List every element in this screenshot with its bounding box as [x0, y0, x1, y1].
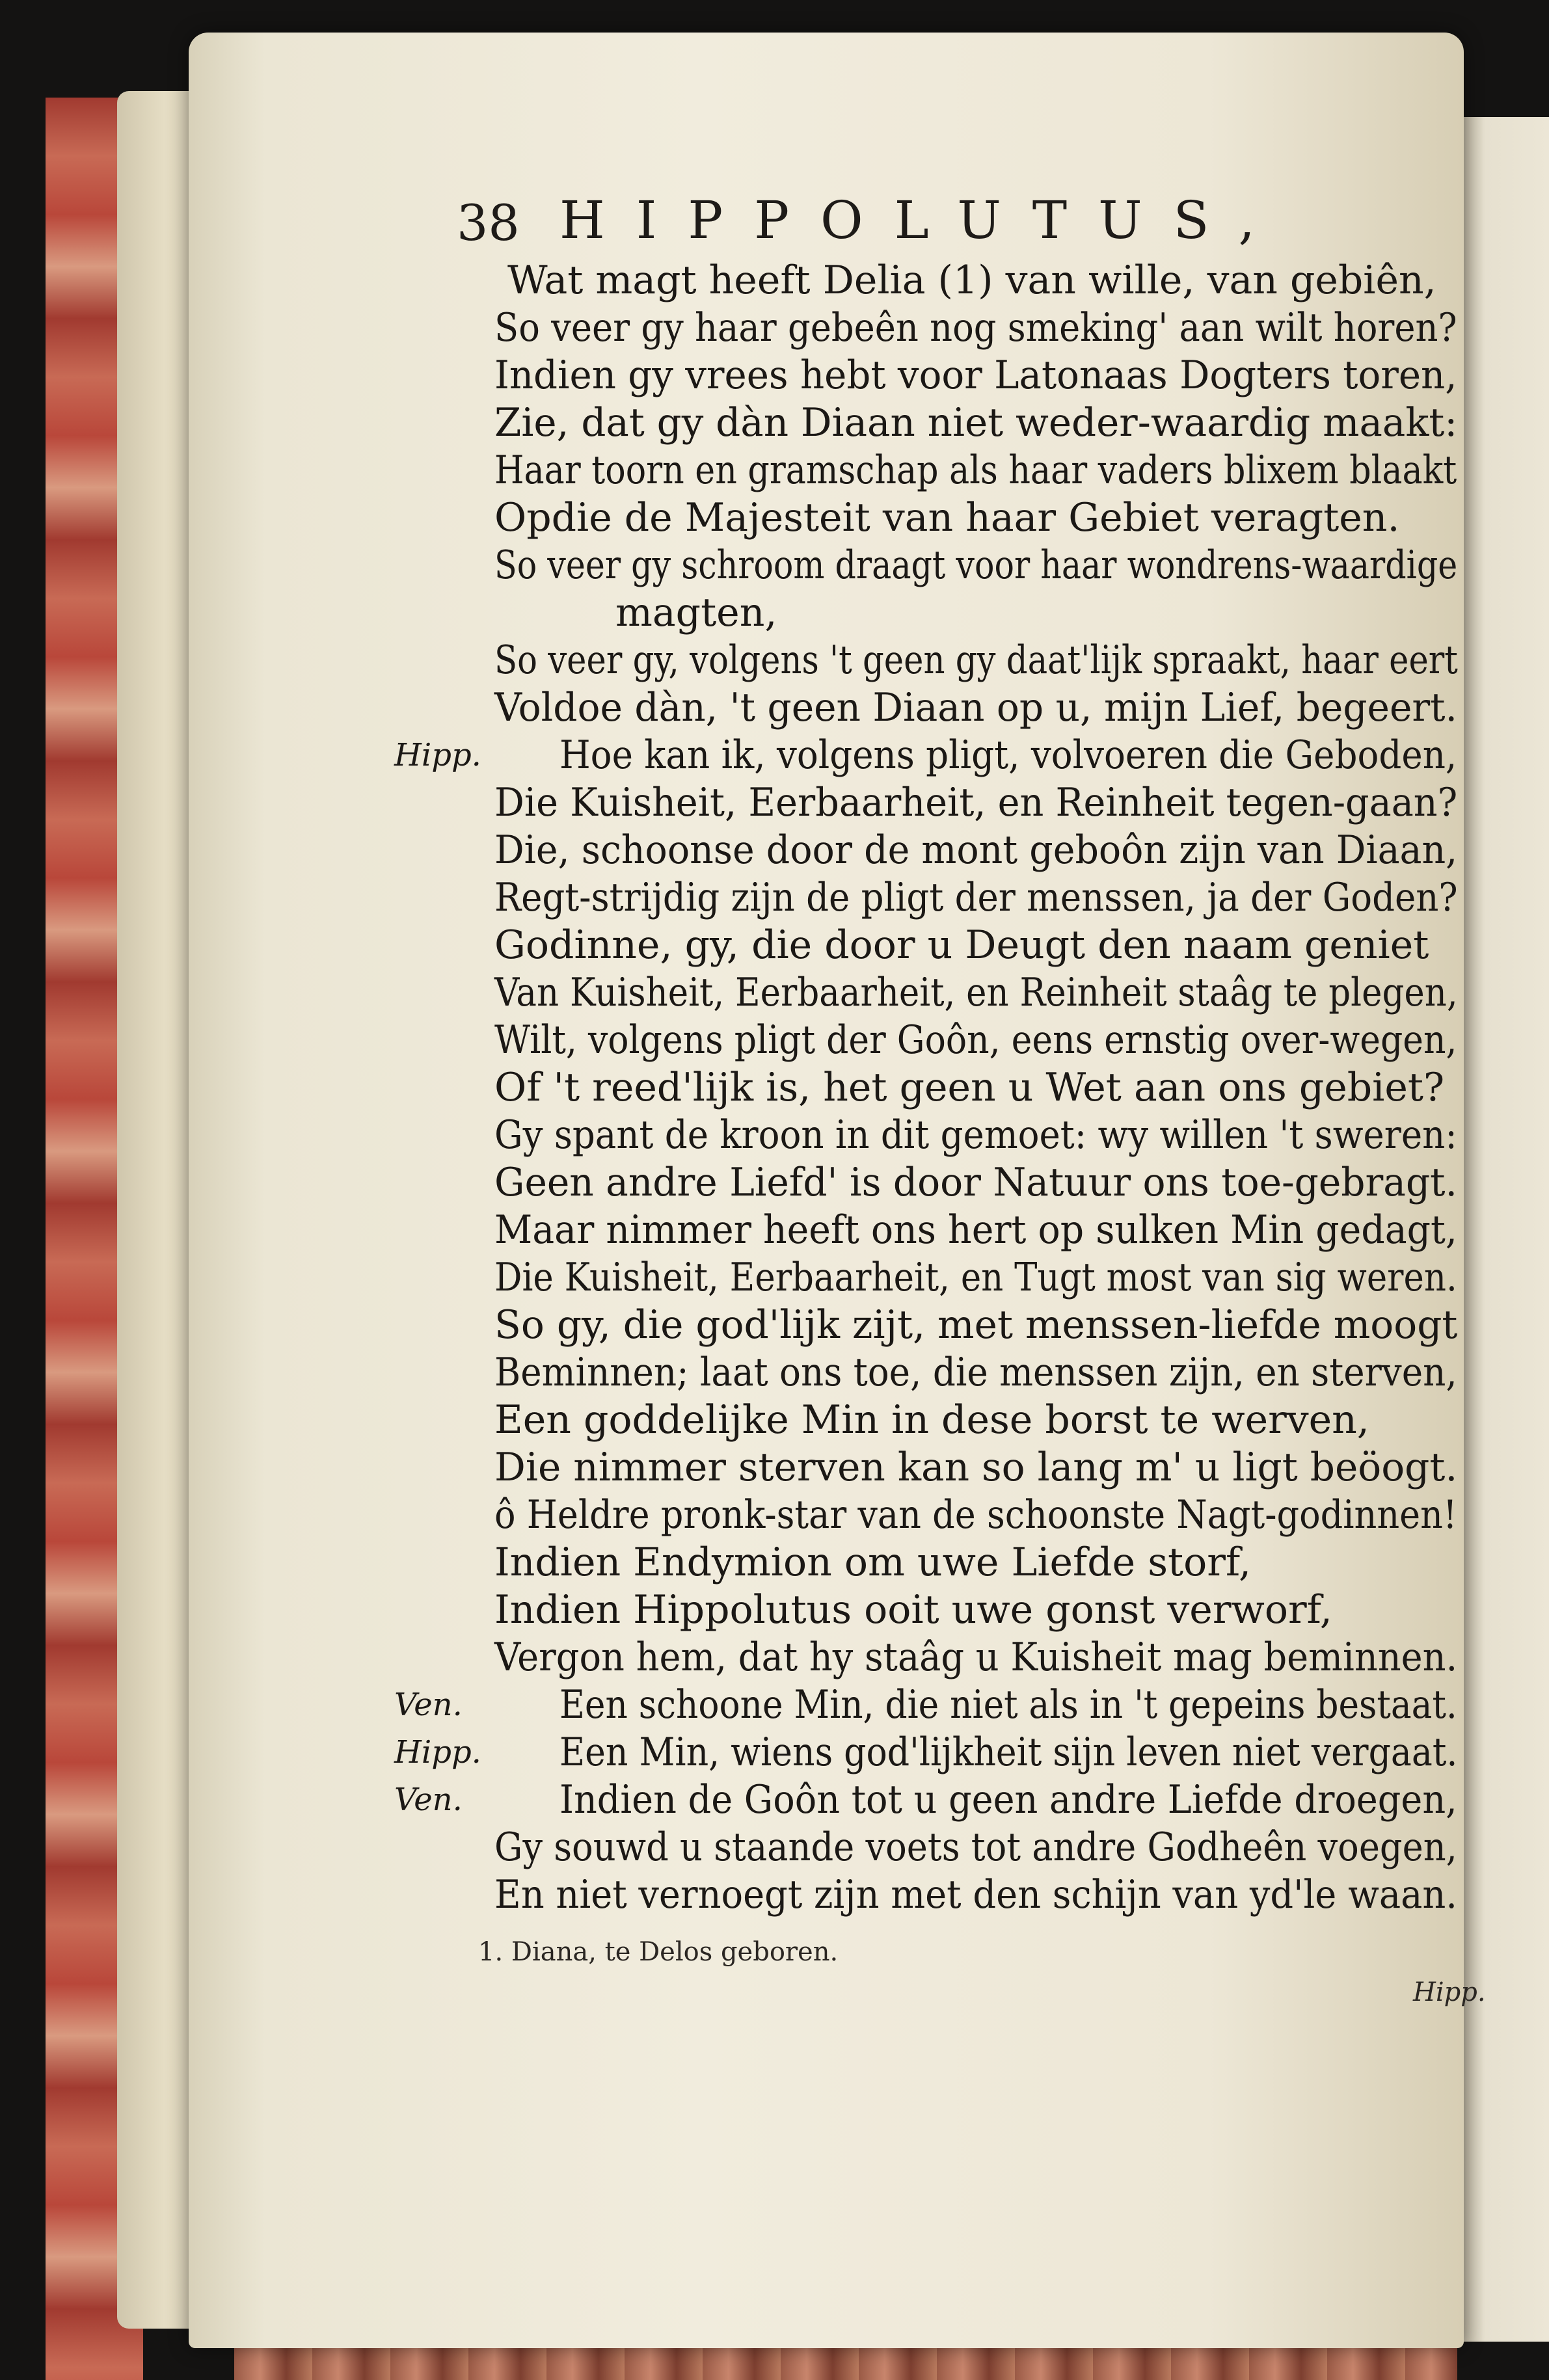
- verse-line: [449, 1349, 1464, 1397]
- verse-text: Hoe kan ik, volgens pligt, volvoeren die Geboden,: [559, 732, 1457, 778]
- speaker-label: Ven.: [394, 1782, 463, 1818]
- verse-text: Gy spant de kroon in dit gemoet: wy willen 't sweren:: [494, 1112, 1457, 1158]
- verse-text: So gy, die god'lijk zijt, met menssen-liefde moogt: [494, 1302, 1458, 1348]
- verse-line: [449, 257, 1464, 304]
- verse-line: [449, 827, 1464, 874]
- verse-line: [449, 304, 1464, 352]
- verse-text: Vergon hem, dat hy staâg u Kuisheit mag beminnen.: [494, 1635, 1458, 1680]
- catchword: Hipp.: [1413, 1977, 1486, 2007]
- verse-line: [449, 1824, 1464, 1871]
- verse-text: Godinne, gy, die door u Deugt den naam geniet: [494, 922, 1429, 968]
- verse-line: [449, 1207, 1464, 1254]
- verse-line: [394, 1681, 1464, 1729]
- verse-line: [449, 637, 1464, 684]
- verse-text: Voldoe dàn, 't geen Diaan op u, mijn Lief, begeert.: [494, 685, 1457, 730]
- verse-line: [449, 1112, 1464, 1159]
- verse-text: Zie, dat gy dàn Diaan niet weder-waardig maakt:: [494, 400, 1458, 446]
- facing-page: [1457, 117, 1549, 2342]
- verse-line: [449, 589, 1464, 637]
- verse-line: [449, 969, 1464, 1017]
- verse-line: [449, 494, 1464, 542]
- verse-text: Gy souwd u staande voets tot andre Godheên voegen,: [494, 1825, 1457, 1870]
- verse-text: Die Kuisheit, Eerbaarheit, en Tugt most van sig weren.: [494, 1255, 1457, 1300]
- verse-text: Indien Endymion om uwe Liefde storf,: [494, 1540, 1252, 1585]
- verse-line: [449, 1444, 1464, 1491]
- verse-line: [449, 1017, 1464, 1064]
- verse-text: ô Heldre pronk-star van de schoonste Nagt-godinnen!: [494, 1492, 1457, 1538]
- verse-text: Indien Hippolutus ooit uwe gonst verworf,: [494, 1587, 1332, 1633]
- verse-line: [449, 779, 1464, 827]
- speaker-label: Hipp.: [394, 737, 481, 773]
- verse-text: So veer gy, volgens 't geen gy daat'lijk spraakt, haar eert: [494, 637, 1458, 683]
- verse-text: Die nimmer sterven kan so lang m' u ligt beöogt.: [494, 1445, 1458, 1490]
- verse-line: [449, 1491, 1464, 1539]
- verse-text: Een schoone Min, die niet als in 't gepeins bestaat.: [559, 1682, 1457, 1728]
- verse-block: [394, 257, 1464, 2013]
- speaker-label: Hipp.: [394, 1734, 481, 1771]
- verse-text: Wat magt heeft Delia (1) van wille, van gebiên,: [507, 258, 1436, 303]
- verse-line: [449, 542, 1464, 589]
- verse-line: [394, 732, 1464, 779]
- verse-text: Indien de Goôn tot u geen andre Liefde droegen,: [559, 1777, 1457, 1823]
- verse-text: Maar nimmer heeft ons hert op sulken Min gedagt,: [494, 1207, 1457, 1253]
- verse-text: magten,: [615, 590, 777, 635]
- verse-text: Geen andre Liefd' is door Natuur ons toe-gebragt.: [494, 1160, 1458, 1205]
- verse-text: En niet vernoegt zijn met den schijn van yd'le waan.: [494, 1872, 1458, 1918]
- running-head-title: HIPPOLUTUS,: [559, 190, 1286, 250]
- verse-line: [449, 1159, 1464, 1207]
- verse-line: [449, 1539, 1464, 1586]
- verse-text: Een Min, wiens god'lijkheit sijn leven niet vergaat.: [559, 1730, 1458, 1775]
- verse-line: [449, 1302, 1464, 1349]
- verse-text: Of 't reed'lijk is, het geen u Wet aan ons gebiet?: [494, 1065, 1445, 1110]
- verse-text: Van Kuisheit, Eerbaarheit, en Reinheit staâg te plegen,: [494, 970, 1458, 1015]
- verse-text: Die Kuisheit, Eerbaarheit, en Reinheit tegen-gaan?: [494, 780, 1458, 825]
- page-number: 38: [457, 194, 520, 252]
- verse-line: [449, 1254, 1464, 1302]
- speaker-label: Ven.: [394, 1687, 463, 1723]
- verse-line: [449, 1871, 1464, 1919]
- verse-text: Indien gy vrees hebt voor Latonaas Dogters toren,: [494, 353, 1457, 398]
- verse-line: [449, 684, 1464, 732]
- verse-text: Een goddelijke Min in dese borst te werven,: [494, 1397, 1369, 1443]
- verse-line: [449, 874, 1464, 922]
- verse-text: Beminnen; laat ons toe, die menssen zijn, en sterven,: [494, 1350, 1457, 1395]
- verse-text: Wilt, volgens pligt der Goôn, eens ernstig over-wegen,: [494, 1017, 1457, 1063]
- verse-line: [449, 447, 1464, 494]
- verse-text: Regt-strijdig zijn de pligt der menssen, ja der Goden?: [494, 875, 1458, 920]
- verse-line: [449, 1397, 1464, 1444]
- verse-line: [394, 1729, 1464, 1776]
- verse-line: [449, 352, 1464, 399]
- running-head: [455, 190, 1483, 250]
- verse-line: [449, 922, 1464, 969]
- verse-text: Die, schoonse door de mont geboôn zijn van Diaan,: [494, 827, 1458, 873]
- verse-text: Opdie de Majesteit van haar Gebiet veragten.: [494, 495, 1400, 541]
- verse-text: Haar toorn en gramschap als haar vaders blixem blaakt: [494, 448, 1457, 493]
- verse-text: So veer gy schroom draagt voor haar wondrens-waardige: [494, 542, 1458, 588]
- verse-line: [449, 1586, 1464, 1634]
- verse-line: [449, 1064, 1464, 1112]
- verse-line: [449, 399, 1464, 447]
- verse-line: [394, 1776, 1464, 1824]
- footnote: 1. Diana, te Delos geboren.: [478, 1937, 839, 1967]
- verse-line: [449, 1634, 1464, 1681]
- verse-text: So veer gy haar gebeên nog smeking' aan wilt horen?: [494, 305, 1457, 351]
